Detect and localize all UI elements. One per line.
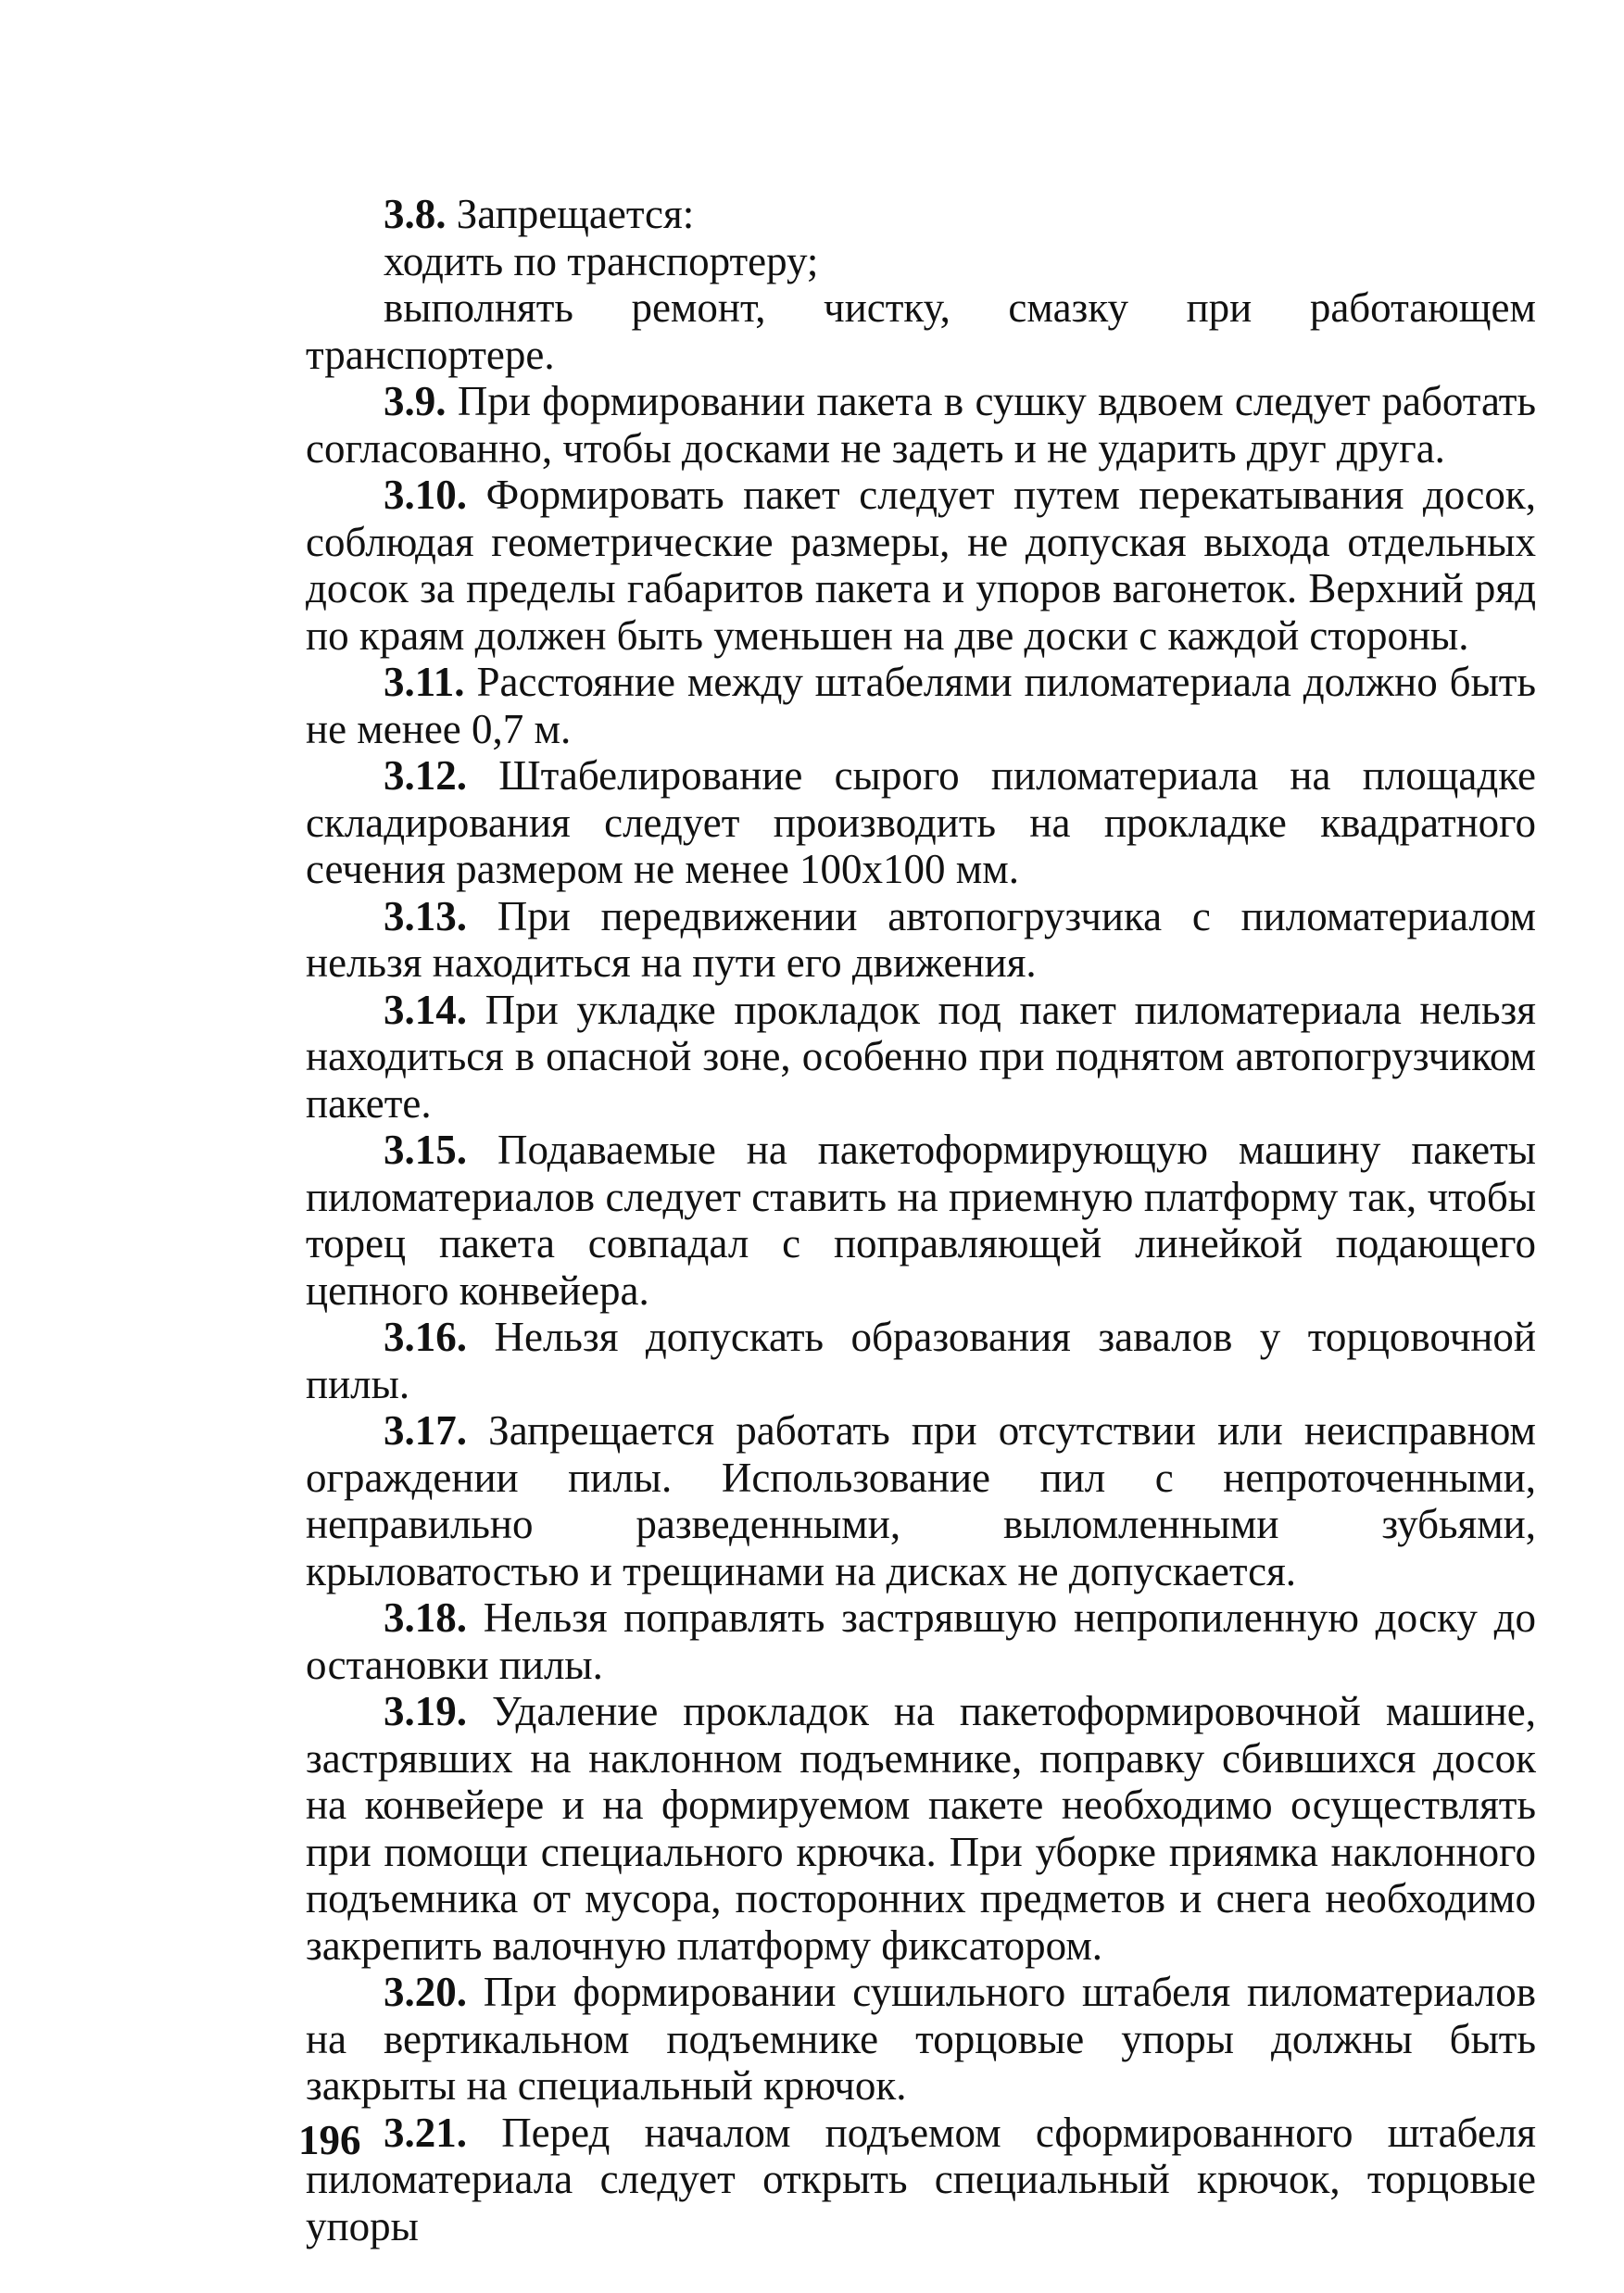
clause-number: 3.17. (384, 1407, 467, 1454)
clause-number: 3.8. (384, 191, 447, 237)
page-number: 196 (298, 2117, 361, 2163)
paragraph-text: Нельзя поправлять застрявшую непропиленную доску до остановки пилы. (306, 1594, 1536, 1688)
clause-number: 3.10. (384, 472, 467, 518)
clause-number: 3.18. (384, 1594, 467, 1641)
paragraph-text: ходить по транспортеру; (384, 237, 819, 284)
paragraph-text: Перед началом подъемом сформированного штабеля пиломатериала следует открыть специальный крючок, торцовые упоры (306, 2109, 1536, 2249)
paragraph-text: Запрещается работать при отсутствии или неисправном ограждении пилы. Использование пил с непроточенными, неправильно разведенными, выломленными зубьями, крыловатостью и трещинами на дисках не допускается. (306, 1407, 1536, 1594)
paragraph-3-9 (306, 378, 1536, 472)
clause-number: 3.12. (384, 752, 467, 799)
paragraph-3-11 (306, 659, 1536, 752)
paragraph-text: Штабелирование сырого пиломатериала на площадке складирования следует производить на прокладке квадратного сечения размером не менее 100х100 мм. (306, 752, 1536, 892)
paragraph-3-20 (306, 1969, 1536, 2110)
paragraph-3-19 (306, 1688, 1536, 1969)
paragraph-3-12 (306, 752, 1536, 893)
paragraph-text: Запрещается: (446, 191, 695, 237)
clause-number: 3.11. (384, 659, 465, 705)
paragraph-text: Расстояние между штабелями пиломатериала должно быть не менее 0,7 м. (306, 659, 1536, 752)
clause-number: 3.19. (384, 1688, 467, 1734)
clause-number: 3.15. (384, 1127, 467, 1173)
paragraph-3-13 (306, 893, 1536, 987)
clause-number: 3.13. (384, 892, 467, 939)
paragraph-3-18 (306, 1594, 1536, 1688)
paragraph-text: Формировать пакет следует путем перекатывания досок, соблюдая геометрические размеры, не допуская выхода отдельных досок за пределы габаритов пакета и упоров вагонеток. Верхний ряд по краям должен быть уменьшен на две доски с каждой стороны. (306, 472, 1536, 659)
paragraph-text: При формировании пакета в сушку вдвоем следует работать согласованно, чтобы досками не задеть и не ударить друг друга. (306, 378, 1536, 472)
paragraph-3-8 (306, 191, 1536, 238)
paragraph-3-17 (306, 1407, 1536, 1594)
paragraph-text: При передвижении автопогрузчика с пиломатериалом нельзя находиться на пути его движения. (306, 892, 1536, 986)
paragraph-text: Удаление прокладок на пакетоформировочной машине, застрявших на наклонном подъемнике, поправку сбившихся досок на конвейере и на формируемом пакете необходимо осуществлять при помощи специального крючка. При уборке приямка наклонного подъемника от мусора, посторонних предметов и снега необходимо закрепить валочную платформу фиксатором. (306, 1688, 1536, 1969)
clause-number: 3.14. (384, 986, 467, 1033)
paragraph-list-item (306, 284, 1536, 378)
paragraph-3-10 (306, 472, 1536, 659)
clause-number: 3.20. (384, 1969, 467, 2015)
paragraph-text: Нельзя допускать образования завалов у торцовочной пилы. (306, 1314, 1536, 1407)
paragraph-text: выполнять ремонт, чистку, смазку при работающем транспортере. (306, 284, 1536, 378)
clause-number: 3.9. (384, 378, 447, 424)
page-body (306, 191, 1536, 2249)
clause-number: 3.16. (384, 1314, 467, 1360)
clause-number: 3.21. (384, 2109, 467, 2156)
paragraph-3-16 (306, 1314, 1536, 1407)
paragraph-text: Подаваемые на пакетоформирующую машину пакеты пиломатериалов следует ставить на приемную платформу так, чтобы торец пакета совпадал с поправляющей линейкой подающего цепного конвейера. (306, 1127, 1536, 1314)
paragraph-3-15 (306, 1127, 1536, 1314)
paragraph-text: При формировании сушильного штабеля пиломатериалов на вертикальном подъемнике торцовые упоры должны быть закрыты на специальный крючок. (306, 1969, 1536, 2109)
paragraph-list-item (306, 238, 1536, 285)
paragraph-text: При укладке прокладок под пакет пиломатериала нельзя находиться в опасной зоне, особенно при поднятом автопогрузчиком пакете. (306, 986, 1536, 1127)
paragraph-3-14 (306, 987, 1536, 1128)
paragraph-3-21 (306, 2110, 1536, 2250)
